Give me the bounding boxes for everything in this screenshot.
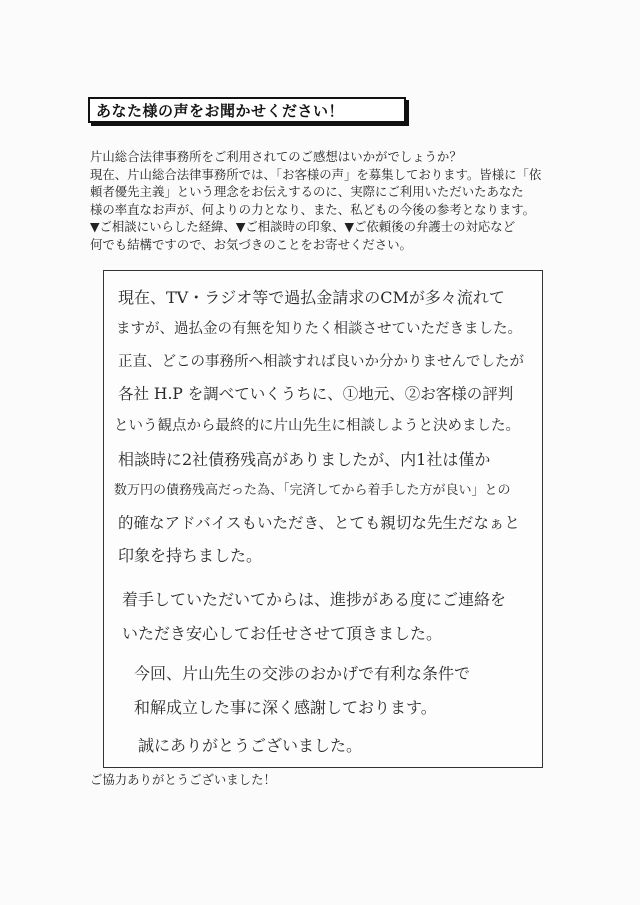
footer-thanks: ご協力ありがとうございました！: [90, 772, 276, 787]
handwritten-line: 各社 H.P を調べていくうちに、①地元、②お客様の評判: [118, 385, 514, 403]
intro-line: ▼ご相談にいらした経緯、▼ご相談時の印象、▼ご依頼後の弁護士の対応など: [90, 219, 516, 235]
handwritten-line: 的確なアドバイスもいただき、とても親切な先生だなぁと: [118, 514, 520, 532]
intro-line: 片山総合法律事務所をご利用されてのご感想はいかがでしょうか？: [90, 149, 462, 164]
handwritten-line: 印象を持ちました。: [118, 546, 263, 565]
intro-line: 頼者優先主義」という理念をお伝えするのに、実際にご利用いただいたあなた: [90, 184, 524, 200]
intro-line: 様の率直なお声が、何よりの力となり、また、私どもの今後の参考となります。: [90, 201, 536, 217]
handwritten-line: 誠にありがとうございました。: [138, 736, 363, 755]
handwritten-line: 相談時に2社債務残高がありましたが、内1社は僅か: [118, 450, 491, 469]
handwritten-line: 現在、TV・ラジオ等で過払金請求のCMが多々流れて: [118, 288, 505, 307]
handwritten-line: という観点から最終的に片山先生に相談しようと決めました。: [114, 418, 520, 434]
handwritten-line: 和解成立した事に深く感謝しております。: [134, 698, 437, 717]
header-title-box: [88, 97, 406, 123]
handwritten-line: 着手していただいてからは、進捗がある度にご連絡を: [122, 590, 507, 609]
handwritten-line: ますが、過払金の有無を知りたく相談させていただきました。: [116, 321, 522, 337]
intro-line: 現在、片山総合法律事務所では、「お客様の声」を募集しております。皆様に「依: [90, 166, 542, 182]
handwritten-line: いただき安心してお任せさせて頂きました。: [122, 624, 443, 643]
intro-line: 何でも結構ですので、お気づきのことをお寄せください。: [90, 236, 412, 252]
handwritten-line: 今回、片山先生の交渉のおかげで有利な条件で: [134, 664, 471, 683]
handwritten-line: 正直、どこの事務所へ相談すれば良いか分かりませんでしたが: [118, 354, 524, 370]
handwritten-comment-box: [103, 270, 543, 768]
intro-text: [90, 148, 560, 254]
page-title: あなた様の声をお聞かせください！: [96, 101, 345, 120]
handwritten-line: 数万円の債務残高だった為、「完済してから着手した方が良い」との: [114, 483, 511, 498]
